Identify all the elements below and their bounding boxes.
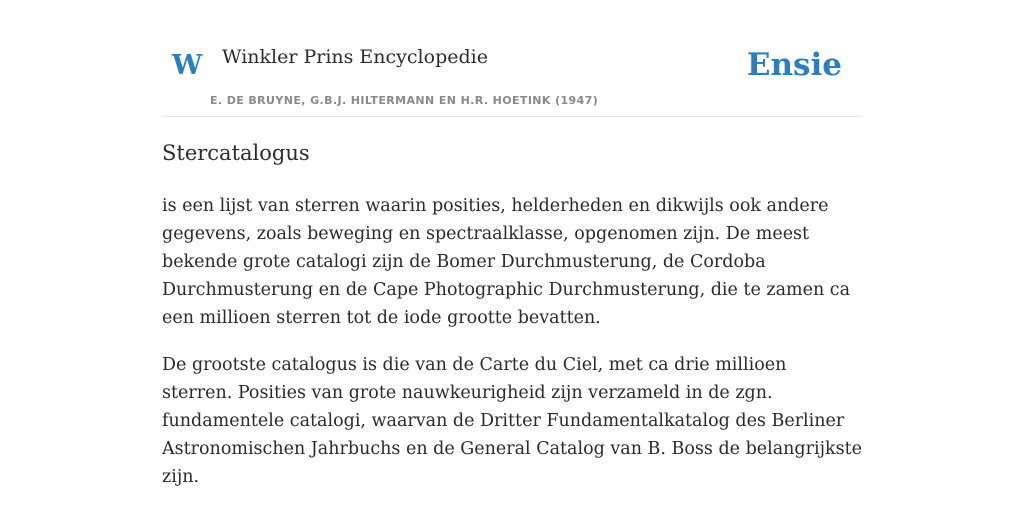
entry-body (162, 192, 862, 510)
source-header (162, 0, 862, 117)
entry-paragraph: is een lijst van sterren waarin posities, helderheden en dikwijls ook andere gegevens, zoals beweging en spectraalklasse, opgenomen zijn. De meest bekende grote catalogi zijn de Bomer Durchmusterung, de Cordoba Durchmusterung en de Cape Photographic Durchmusterung, die te zamen ca een millioen sterren tot de iode grootte bevatten. (162, 196, 851, 328)
ensie-logo[interactable]: Ensie (746, 47, 842, 83)
source-authors: E. DE BRUYNE, G.B.J. HILTERMANN EN H.R. HOETINK (1947) (210, 94, 599, 107)
entry-paragraph: De grootste catalogus is die van de Carte du Ciel, met ca drie millioen sterren. Posities van grote nauwkeurigheid zijn verzameld in de zgn. fundamentele catalogi, waarvan de Dritter Fundamentalkatalog des Berliner Astronomischen Jahrbuchs en de General Catalog van B. Boss de belangrijkste zijn. (162, 355, 862, 487)
entry-title: Stercatalogus (162, 141, 310, 165)
source-title[interactable]: Winkler Prins Encyclopedie (222, 46, 488, 68)
source-logo[interactable]: W (172, 50, 203, 81)
entry-card (162, 0, 862, 512)
